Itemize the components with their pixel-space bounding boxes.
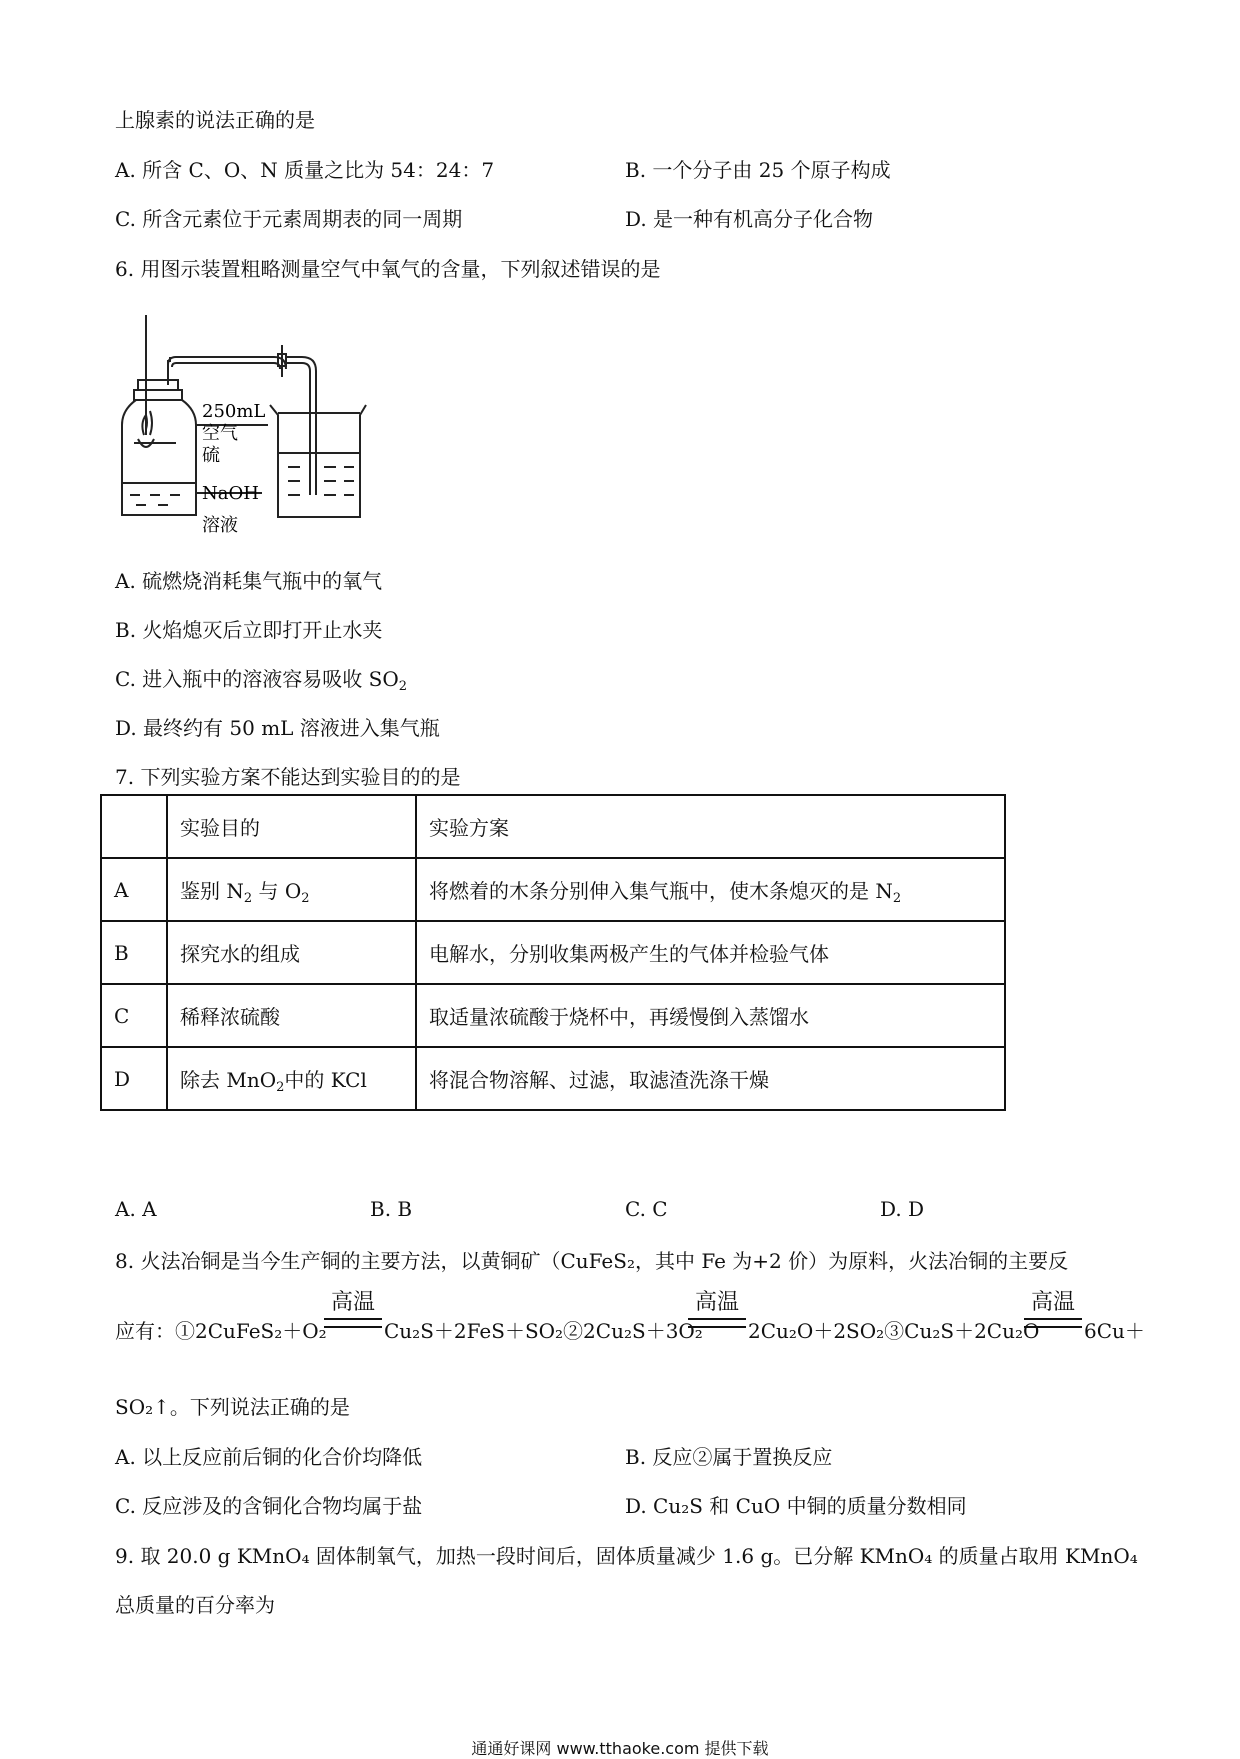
q6-option-b: B. 火焰熄灭后立即打开止水夹: [115, 618, 383, 642]
q9-stem-line2: 总质量的百分率为: [115, 1593, 275, 1617]
q8-option-c: C. 反应涉及的含铜化合物均属于盐: [115, 1494, 423, 1518]
q6-label-sulfur: 硫: [202, 445, 220, 466]
q8-equation-3b: 6Cu＋: [1084, 1319, 1145, 1343]
q7-experiment-table: [100, 794, 1006, 1111]
page-footer: 通通好课网 www.tthaoke.com 提供下载: [471, 1739, 769, 1758]
table-header-goal: 实验目的: [167, 795, 416, 858]
table-row: [101, 921, 1005, 984]
row-goal: 除去 MnO$_2$中的 KCl: [167, 1047, 416, 1110]
q7-option-d: D. D: [880, 1197, 925, 1221]
q8-equation-1b: Cu₂S＋2FeS＋SO₂②2Cu₂S＋3O₂: [384, 1319, 703, 1343]
q6-apparatus-figure: [110, 305, 390, 545]
row-goal: 鉴别 $N_2$ 与 $O_2$: [167, 858, 416, 921]
table-header-plan: 实验方案: [416, 795, 1005, 858]
q6-option-c: C. 进入瓶中的溶液容易吸收 $SO_2$: [115, 667, 408, 694]
row-plan: 将燃着的木条分别伸入集气瓶中，使木条熄灭的是 $N_2$: [416, 858, 1005, 921]
table-row: [101, 858, 1005, 921]
q5-option-d: D. 是一种有机高分子化合物: [625, 207, 874, 231]
q5-option-a: A. 所含 C、O、N 质量之比为 54：24：7: [115, 158, 495, 182]
q8-stem-line3: SO₂↑。下列说法正确的是: [115, 1395, 350, 1419]
row-label: B: [101, 921, 167, 984]
table-header-row: [101, 795, 1005, 858]
row-goal: 稀释浓硫酸: [167, 984, 416, 1047]
q5-option-c: C. 所含元素位于元素周期表的同一周期: [115, 207, 463, 231]
row-label: D: [101, 1047, 167, 1110]
q5-stem-tail: 上腺素的说法正确的是: [115, 108, 315, 132]
q8-option-b: B. 反应②属于置换反应: [625, 1445, 833, 1469]
row-label: C: [101, 984, 167, 1047]
q8-condition-3: 高温: [1022, 1292, 1084, 1328]
q7-option-b: B. B: [370, 1197, 413, 1221]
row-plan: 取适量浓硫酸于烧杯中，再缓慢倒入蒸馏水: [416, 984, 1005, 1047]
q6-label-air: 空气: [202, 423, 238, 444]
q6-stem: 6. 用图示装置粗略测量空气中氧气的含量，下列叙述错误的是: [115, 257, 661, 281]
row-goal: 探究水的组成: [167, 921, 416, 984]
q8-option-d: D. Cu₂S 和 CuO 中铜的质量分数相同: [625, 1494, 967, 1518]
table-row: [101, 984, 1005, 1047]
q6-option-d: D. 最终约有 50 mL 溶液进入集气瓶: [115, 716, 440, 740]
table-cell: [101, 795, 167, 858]
q7-option-a: A. A: [115, 1197, 157, 1221]
table-row: [101, 1047, 1005, 1110]
q6-label-solution: 溶液: [202, 515, 238, 536]
q6-label-naoh: NaOH: [202, 483, 259, 504]
row-label: A: [101, 858, 167, 921]
q8-stem-line1: 8. 火法冶铜是当今生产铜的主要方法，以黄铜矿（CuFeS₂，其中 Fe 为+2 价）为原料，火法冶铜的主要反: [115, 1249, 1069, 1273]
q6-label-volume: 250mL: [202, 401, 266, 422]
q8-condition-1: 高温: [322, 1292, 384, 1328]
q8-condition-2: 高温: [686, 1292, 748, 1328]
row-plan: 电解水，分别收集两极产生的气体并检验气体: [416, 921, 1005, 984]
q7-stem: 7. 下列实验方案不能达到实验目的的是: [115, 765, 461, 789]
q8-equation-1a: 应有：①2CuFeS₂＋O₂: [115, 1319, 327, 1343]
q7-option-c: C. C: [625, 1197, 668, 1221]
q5-option-b: B. 一个分子由 25 个原子构成: [625, 158, 891, 182]
q6-option-a: A. 硫燃烧消耗集气瓶中的氧气: [115, 569, 383, 593]
q8-option-a: A. 以上反应前后铜的化合价均降低: [115, 1445, 423, 1469]
q9-stem-line1: 9. 取 20.0 g KMnO₄ 固体制氧气，加热一段时间后，固体质量减少 1.6 g。已分解 KMnO₄ 的质量占取用 KMnO₄: [115, 1544, 1138, 1568]
q8-equation-2b: 2Cu₂O＋2SO₂③Cu₂S＋2Cu₂O: [748, 1319, 1040, 1343]
row-plan: 将混合物溶解、过滤，取滤渣洗涤干燥: [416, 1047, 1005, 1110]
